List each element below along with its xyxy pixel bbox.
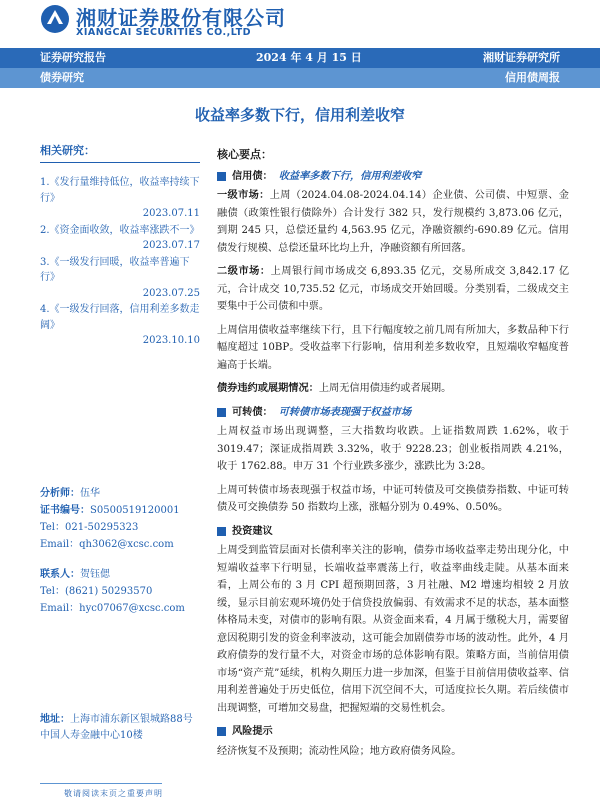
analyst-tel: 021-50295323: [65, 522, 139, 533]
company-logo-icon: [40, 4, 70, 34]
section-header-risk: [217, 723, 569, 741]
paragraph-text: 上周受到监管层面对长债利率关注的影响，债券市场收益率走势出现分化，中短端收益率下行明显，长端收益率震荡上行，收益率曲线走陡。从基本面来看，上周公布的 3 月 CPI 超预期回落，3 月社融、M2 增速均相较 2 月放缓，显示目前宏观环境仍处于信贷投放偏弱、有效需求不足的状态，基本面整体格局未变，对债市的影响有限。从资金面来看，4 月属于缴税大月，需要留意因税期引发的资金利率波动，这可能会加剧债券市场的波动性。此外，4 月政府债券的发行量不大，对资金市场的总体影响有限。策略方面，当前信用债市场“资产荒”延续，机构久期压力进一步加深，但鉴于目前信用债收益率、信用利差普遍处于历史低位，信用下沉空间不大，可适度拉长久期。若后续债市出现调整，可增加交易盘，把握短端的交易性机会。: [217, 545, 569, 714]
section-subtitle: 可转债市场表现强于权益市场: [278, 405, 412, 418]
footer-disclaimer[interactable]: 敬请阅读末页之重要声明: [64, 789, 163, 798]
address: [40, 712, 200, 744]
email-label: Email：: [40, 539, 80, 550]
core-heading: 核心要点：: [217, 148, 272, 161]
related-item[interactable]: [40, 255, 200, 302]
section-label: 可转债：: [232, 405, 273, 418]
analyst-name-row: [40, 485, 200, 502]
contact-tel: (8621) 50293570: [65, 586, 153, 597]
email-label: Email：: [40, 603, 80, 614]
paragraph-lead: 二级市场：: [217, 265, 271, 277]
related-item-title[interactable]: 2.《资金面收敛，收益率涨跌不一》: [40, 224, 200, 236]
header-band-bottom: [0, 68, 600, 88]
related-item-title[interactable]: 4.《一级发行回落，信用利差多数走阔》: [40, 304, 200, 331]
related-item-date: 2023.07.25: [142, 287, 200, 299]
contact-name: 贺钰偲: [80, 569, 110, 580]
institute-name: 湘财证券研究所: [483, 51, 560, 64]
footer-divider: [40, 783, 162, 784]
paragraph-lead: 债券违约或展期情况：: [217, 382, 319, 394]
company-name-en: XIANGCAI SECURITIES CO.,LTD: [76, 27, 252, 38]
related-item-date: 2023.07.17: [142, 240, 200, 251]
related-item-title[interactable]: 1.《发行量维持低位，收益率持续下行》: [40, 177, 200, 204]
section-subtitle: 收益率多数下行，信用利差收窄: [278, 169, 422, 182]
paragraph: [217, 743, 569, 761]
report-type: 证券研究报告: [40, 51, 106, 64]
analyst-email-row: [40, 536, 200, 553]
related-divider: [40, 162, 200, 163]
paragraph: [217, 482, 569, 517]
tel-label: Tel：: [40, 522, 66, 533]
section-label: 信用债：: [232, 169, 273, 182]
contact-email-row: [40, 600, 200, 617]
report-date: 2024 年 4 月 15 日: [256, 51, 362, 64]
contact-tel-row: [40, 583, 200, 600]
report-series: 信用债周报: [505, 71, 560, 84]
paragraph: [217, 423, 569, 476]
related-heading: 相关研究：: [40, 144, 95, 157]
address-label: 地址：: [40, 714, 70, 725]
paragraph-lead: 一级市场：: [217, 189, 270, 201]
analyst-label: 分析师：: [40, 488, 80, 499]
paragraph-text: 上周无信用债违约或者展期。: [318, 383, 452, 394]
contact-name-row: [40, 566, 200, 583]
related-item[interactable]: [40, 302, 200, 349]
paragraph-text: 上周权益市场出现调整，三大指数均收跌。上证指数周跌 1.62%，收于 3019.47；深证成指周跌 3.32%，收于 9228.23；创业板指周跌 4.21%，收于 1762.88。申万 31 个行业跌多涨少，涨跌比为 3:28。: [217, 426, 569, 472]
section-header-credit: [217, 168, 569, 186]
paragraph-text: 上周银行间市场成交 6,893.35 亿元，交易所成交 3,842.17 亿元，合计成交 10,735.52 亿元，市场成交开始回暖。分类别看，二级成交主要集中于公司债和中票。: [217, 266, 570, 312]
section-label: 风险提示: [232, 725, 273, 737]
paragraph-text: 上周可转债市场表现强于权益市场，中证可转债及可交换债券指数、中证可转债及可交换债券 50 指数均上涨，涨幅分别为 0.49%、0.50%。: [217, 484, 569, 513]
header-band-top: [0, 48, 600, 68]
related-item-date: 2023.10.10: [142, 335, 200, 346]
related-list: [40, 175, 200, 349]
analyst-cert-row: [40, 502, 200, 519]
paragraph: [217, 187, 569, 257]
section-header-investment: [217, 523, 569, 541]
tel-label: Tel：: [40, 586, 66, 597]
paragraph-text: 上周信用债收益率继续下行，且下行幅度较之前几周有所加大，多数品种下行幅度超过 10BP。受收益率下行影响，信用利差多数收窄，且短端收窄幅度普遍高于长端。: [217, 324, 569, 371]
analyst-name: 伍华: [80, 488, 100, 499]
related-item-title[interactable]: 3.《一级发行回暖，收益率普遍下行》: [40, 256, 190, 283]
paragraph: [217, 263, 569, 316]
company-name-cn: 湘财证券股份有限公司: [76, 6, 286, 30]
contact-label: 联系人：: [40, 569, 80, 580]
paragraph: [217, 542, 569, 717]
square-bullet-icon: [217, 527, 226, 536]
square-bullet-icon: [217, 172, 226, 181]
address-text: 上海市浦东新区银城路88号中国人寿金融中心10楼: [40, 714, 193, 741]
analyst-tel-row: [40, 519, 200, 536]
page-title: 收益率多数下行，信用利差收窄: [194, 106, 405, 124]
contact-info: [40, 566, 200, 617]
analyst-cert: S0500519120001: [90, 505, 180, 516]
analyst-info: [40, 485, 200, 553]
analyst-email[interactable]: qh3062@xcsc.com: [79, 539, 174, 550]
paragraph-text: 经济恢复不及预期；流动性风险；地方政府债务风险。: [217, 745, 462, 757]
related-item-date: 2023.07.11: [142, 208, 200, 219]
contact-email[interactable]: hyc07067@xcsc.com: [79, 603, 185, 614]
report-category: 债券研究: [40, 71, 84, 84]
square-bullet-icon: [217, 408, 226, 417]
square-bullet-icon: [217, 727, 226, 736]
section-label: 投资建议: [232, 524, 273, 537]
related-item[interactable]: [40, 175, 200, 222]
core-points: [217, 146, 569, 766]
paragraph: [217, 322, 569, 375]
cert-label: 证书编号：: [40, 505, 90, 516]
related-research: [40, 142, 200, 350]
section-header-convertible: [217, 404, 569, 422]
paragraph-text: 上周（2024.04.08-2024.04.14）企业债、公司债、中短票、金融债（政策性银行债除外）合计发行 382 只，发行规模约 3,873.06 亿元，到期 245 只，总偿还量约 4,563.95 亿元，净融资额约-690.89 亿元。信用债发行规模、总偿还量环比均上升，净融资额有所回落。: [217, 190, 569, 254]
related-item[interactable]: [40, 223, 200, 254]
paragraph: [217, 380, 569, 398]
